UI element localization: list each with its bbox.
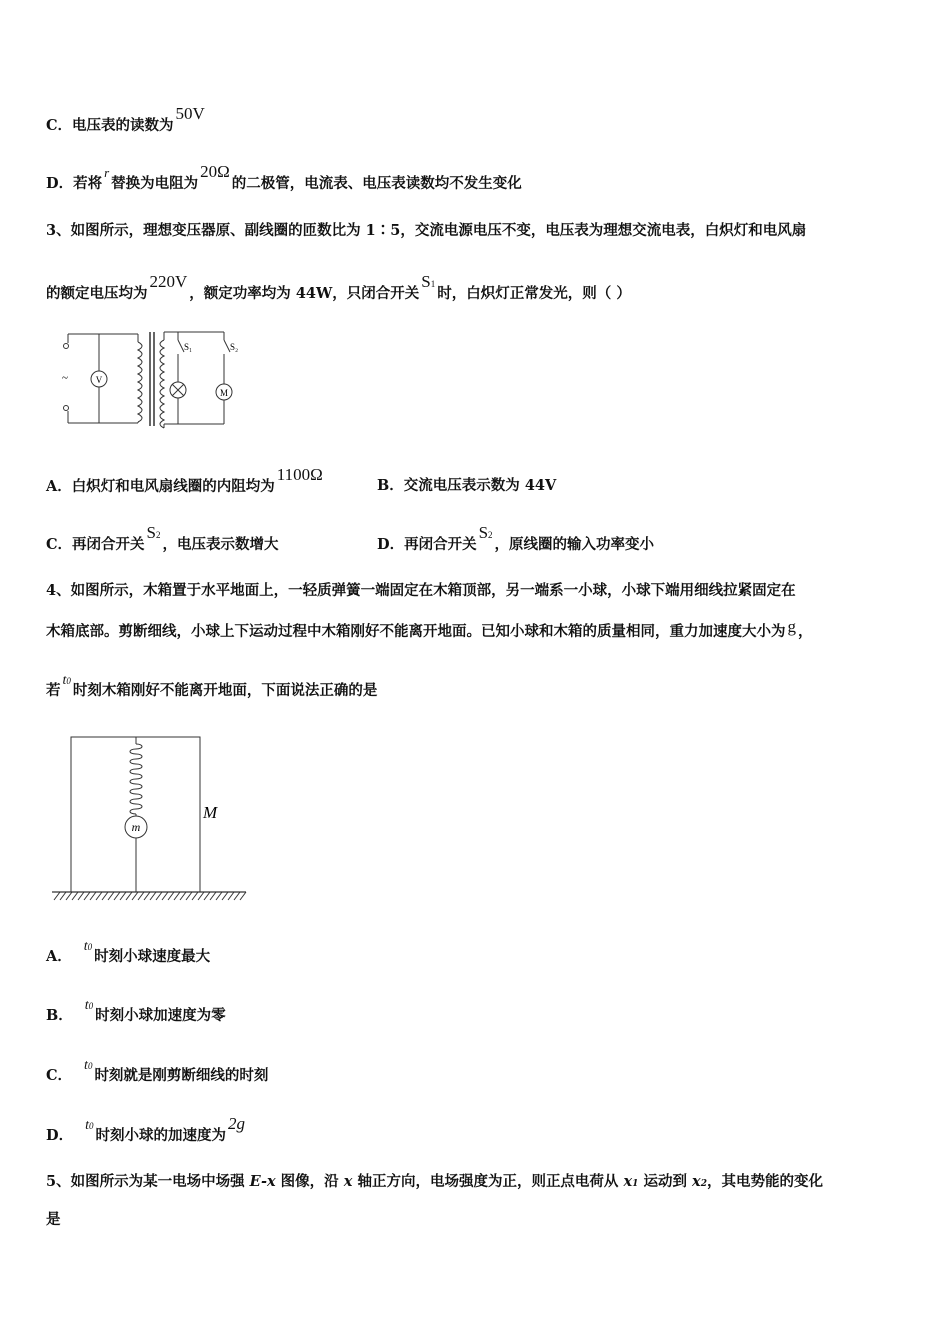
box-spring-figure	[48, 730, 258, 910]
q3-option-c: C．再闭合开关S2，电压表示数增大	[46, 523, 279, 553]
math-220v: 220V	[149, 272, 188, 291]
var-t0: t0	[83, 939, 93, 954]
var-r: r	[104, 165, 110, 180]
ball-label: m	[131, 820, 141, 834]
var-g: g	[787, 617, 796, 636]
q4-option-b: B．t0时刻小球加速度为零	[46, 998, 226, 1024]
transformer-circuit-figure	[56, 326, 256, 432]
ground-hatching	[54, 892, 246, 900]
q3-option-d: D．再闭合开关S2，原线圈的输入功率变小	[377, 523, 655, 553]
box-label: M	[203, 803, 218, 822]
var-x2: x2	[692, 1173, 707, 1190]
var-t0: t0	[62, 673, 71, 688]
spring	[130, 744, 142, 814]
q4-stem-line2: 木箱底部。剪断细线，小球上下运动过程中木箱刚好不能离开地面。已知小球和木箱的质量相同，重力加速度大小为 g ，	[46, 617, 813, 640]
switch-s2-label: S₂	[230, 342, 239, 352]
source-tilde-label: ~	[62, 372, 68, 384]
q2-option-c: C．电压表的读数为50V	[46, 104, 205, 134]
var-t0: t0	[85, 1118, 94, 1133]
q5-stem-line2: 是	[46, 1211, 61, 1228]
switch-s2: S2	[146, 523, 161, 542]
q4-option-c: C．t0时刻就是刚剪断细线的时刻	[46, 1058, 269, 1084]
q4-option-a: A．t0时刻小球速度最大	[46, 939, 211, 965]
var-t0: t0	[84, 1058, 93, 1073]
source-terminal-bottom	[64, 406, 69, 411]
switch-s1-label: S₁	[184, 342, 193, 352]
q3-stem-line1: 3、如图所示，理想变压器原、副线圈的匝数比为 1∶5，交流电源电压不变，电压表为理想交流电表，白炽灯和电风扇	[46, 222, 807, 239]
q4-option-d: D．t0时刻小球的加速度为2g	[46, 1114, 245, 1144]
q3-stem-line2: 的额定电压均为220V，额定功率均为 44W，只闭合开关S1时，白炽灯正常发光，则（ ）	[46, 272, 631, 302]
q4-stem-line3: 若t0时刻木箱刚好不能离开地面，下面说法正确的是	[46, 673, 378, 699]
q3-option-b: B．交流电压表示数为 44V	[377, 477, 557, 494]
var-x1: x1	[623, 1173, 639, 1190]
switch-s1: S1	[421, 272, 436, 291]
q3-option-a: A．白炽灯和电风扇线圈的内阻均为1100Ω	[46, 465, 323, 495]
q4-stem-line1: 4、如图所示，木箱置于水平地面上，一轻质弹簧一端固定在木箱顶部，另一端系一小球，小球下端用细线拉紧固定在	[46, 582, 796, 599]
math-2g: 2g	[227, 1114, 245, 1133]
voltmeter-label: V	[95, 375, 103, 385]
math-20ohm: 20Ω	[200, 162, 230, 181]
motor-label: M	[219, 388, 229, 398]
q5-stem-line1: 5、如图所示为某一电场中场强 E-x 图像，沿 x 轴正方向，电场强度为正，则正点电荷从 x1 运动到 x2，其电势能的变化	[46, 1173, 823, 1190]
math-1100ohm: 1100Ω	[276, 465, 323, 484]
math-50v: 50V	[175, 104, 205, 123]
q2-option-d: D．若将r替换为电阻为20Ω的二极管，电流表、电压表读数均不发生变化	[46, 162, 522, 192]
var-t0: t0	[84, 998, 94, 1013]
switch-s2: S2	[478, 523, 493, 542]
source-terminal-top	[64, 344, 69, 349]
